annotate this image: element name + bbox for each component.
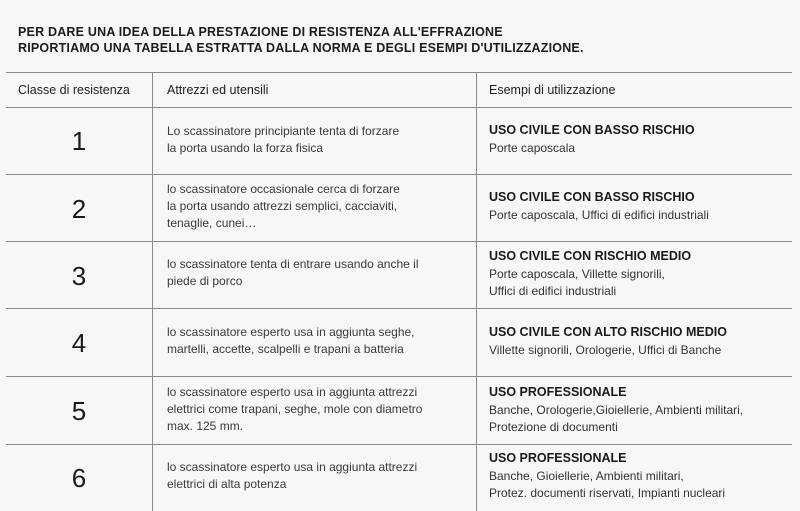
header-esempi: Esempi di utilizzazione	[489, 83, 616, 97]
class-number: 4	[71, 328, 87, 358]
tools-line: max. 125 mm.	[167, 419, 244, 433]
header-cell-esempi	[476, 73, 793, 107]
example-text	[489, 140, 791, 157]
class-number: 5	[71, 396, 87, 426]
cell-esempi	[476, 445, 793, 511]
tools-line: la porta usando attrezzi semplici, cacciaviti,	[167, 199, 398, 213]
cell-attrezzi	[152, 377, 477, 444]
cell-esempi	[476, 309, 793, 376]
table-header	[6, 72, 792, 108]
tools-line: Lo scassinatore principiante tenta di forzare	[167, 124, 400, 138]
resistance-table	[6, 72, 792, 511]
example-line: Protezione di documenti	[489, 420, 618, 434]
heading-line-1: PER DARE UNA IDEA DELLA PRESTAZIONE DI RESISTENZA ALL'EFFRAZIONE	[18, 25, 503, 39]
heading-line-2: RIPORTIAMO UNA TABELLA ESTRATTA DALLA NORMA E DEGLI ESEMPI D'UTILIZZAZIONE.	[18, 41, 584, 55]
tools-text	[167, 123, 469, 157]
cell-classe	[6, 445, 152, 511]
tools-line: lo scassinatore esperto usa in aggiunta seghe,	[167, 325, 415, 339]
class-number: 1	[71, 126, 87, 156]
tools-text	[167, 324, 469, 358]
example-text	[489, 207, 791, 224]
cell-attrezzi	[152, 309, 477, 376]
header-cell-classe	[6, 73, 152, 107]
cell-classe	[6, 175, 152, 241]
document-heading	[18, 24, 778, 56]
tools-line: piede di porco	[167, 274, 243, 288]
example-title: USO CIVILE CON BASSO RISCHIO	[489, 190, 695, 204]
tools-line: lo scassinatore esperto usa in aggiunta attrezzi	[167, 460, 418, 474]
example-line: Porte caposcala, Villette signorili,	[489, 267, 665, 281]
example-title: USO PROFESSIONALE	[489, 451, 627, 465]
example-line: Protez. documenti riservati, Impianti nucleari	[489, 486, 726, 500]
example-text	[489, 468, 791, 502]
tools-line: lo scassinatore esperto usa in aggiunta attrezzi	[167, 385, 418, 399]
header-attrezzi: Attrezzi ed utensili	[167, 83, 269, 97]
cell-esempi	[476, 175, 793, 241]
cell-classe	[6, 377, 152, 444]
tools-text	[167, 256, 469, 290]
example-title: USO CIVILE CON RISCHIO MEDIO	[489, 249, 692, 263]
example-line: Banche, Orologerie,Gioiellerie, Ambienti militari,	[489, 403, 744, 417]
example-line: Uffici di edifici industriali	[489, 284, 617, 298]
example-text	[489, 266, 791, 300]
example-title: USO CIVILE CON BASSO RISCHIO	[489, 123, 695, 137]
cell-attrezzi	[152, 242, 477, 308]
tools-line: martelli, accette, scalpelli e trapani a batteria	[167, 342, 404, 356]
class-number: 3	[71, 261, 87, 291]
table-row	[6, 175, 792, 242]
cell-classe	[6, 242, 152, 308]
table-row	[6, 445, 792, 511]
cell-attrezzi	[152, 108, 477, 174]
tools-text	[167, 384, 469, 435]
header-cell-attrezzi	[152, 73, 477, 107]
example-text	[489, 402, 791, 436]
tools-line: la porta usando la forza fisica	[167, 141, 324, 155]
table-row	[6, 242, 792, 309]
example-text	[489, 342, 791, 359]
cell-attrezzi	[152, 445, 477, 511]
tools-line: tenaglie, cunei…	[167, 216, 257, 230]
tools-line: elettrici come trapani, seghe, mole con diametro	[167, 402, 423, 416]
cell-esempi	[476, 108, 793, 174]
cell-esempi	[476, 377, 793, 444]
table-row	[6, 377, 792, 445]
tools-line: lo scassinatore tenta di entrare usando anche il	[167, 257, 419, 271]
table-row	[6, 108, 792, 175]
class-number: 2	[71, 194, 87, 224]
example-title: USO PROFESSIONALE	[489, 385, 627, 399]
tools-line: lo scassinatore occasionale cerca di forzare	[167, 182, 400, 196]
example-line: Villette signorili, Orologerie, Uffici di Banche	[489, 343, 722, 357]
class-number: 6	[71, 463, 87, 493]
cell-esempi	[476, 242, 793, 308]
example-line: Porte caposcala	[489, 141, 576, 155]
example-line: Banche, Gioiellerie, Ambienti militari,	[489, 469, 684, 483]
cell-classe	[6, 309, 152, 376]
cell-attrezzi	[152, 175, 477, 241]
tools-text	[167, 459, 469, 493]
example-title: USO CIVILE CON ALTO RISCHIO MEDIO	[489, 325, 727, 339]
cell-classe	[6, 108, 152, 174]
header-classe: Classe di resistenza	[18, 83, 130, 97]
tools-text	[167, 181, 469, 232]
table-row	[6, 309, 792, 377]
tools-line: elettrici di alta potenza	[167, 477, 287, 491]
example-line: Porte caposcala, Uffici di edifici industriali	[489, 208, 709, 222]
